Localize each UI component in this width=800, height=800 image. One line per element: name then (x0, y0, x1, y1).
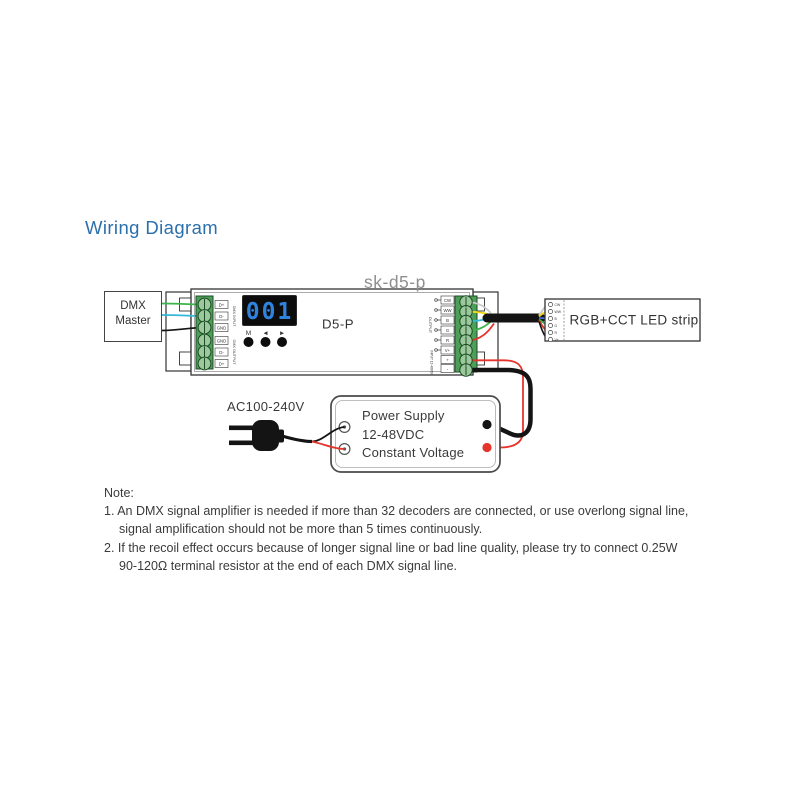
terminal-label: D- (219, 313, 224, 319)
button-left-label: ◀ (263, 331, 268, 337)
led-strip (545, 299, 700, 342)
output-group-label: OUTPUT (428, 316, 433, 334)
note-1-line-2: signal amplification should not be more than 5 times continuously. (119, 522, 483, 537)
left-button (261, 337, 271, 347)
plug-body (252, 420, 279, 451)
dmx-master-label-line2: Master (115, 315, 151, 327)
note-1-line-1: 1. An DMX signal amplifier is needed if more than 32 decoders are connected, or use overlong signal line, (104, 504, 689, 519)
terminal-label: D+ (218, 302, 225, 308)
psu-label-line3: Constant Voltage (362, 445, 465, 461)
strip-pad (548, 323, 552, 327)
psu-label-line2: 12-48VDC (362, 426, 425, 442)
dmx-master-label-line1: DMX (120, 300, 146, 312)
psu-label (362, 407, 464, 463)
output-terminal-label: R (445, 337, 450, 343)
strip-pad-label: R (554, 330, 557, 335)
output-screw-terminals (460, 296, 472, 376)
plug-cord (282, 436, 312, 442)
terminal-label: D+ (218, 361, 225, 367)
output-terminal-label: WW (443, 307, 452, 313)
page-title: Wiring Diagram (85, 217, 219, 238)
strip-pad-label: V+ (554, 337, 559, 342)
plug-neck (277, 430, 284, 443)
dmx-input-group-label: DMX INPUT (232, 305, 236, 327)
dmx-output-group-label: DMX OUTPUT (232, 339, 236, 365)
button-menu-label: M (245, 330, 252, 337)
psu-label-line1: Power Supply (362, 408, 445, 423)
output-terminal-label: G (445, 327, 450, 333)
display-value: 001 (245, 299, 294, 325)
input-terminal-label: + (446, 357, 449, 363)
terminal-label: GND (216, 325, 227, 331)
right-button (277, 337, 287, 347)
strip-pad-label: B (554, 316, 557, 321)
dmx-master-box (104, 291, 162, 342)
button-right-label: ▶ (280, 331, 284, 337)
strip-pad-label: WW (554, 309, 561, 314)
output-terminal-label: CW (443, 297, 452, 303)
model-label: D5-P (321, 316, 355, 332)
note-heading: Note: (104, 486, 134, 500)
ac-plug (229, 420, 345, 451)
strip-pad (548, 302, 552, 306)
terminal-label: D- (219, 349, 224, 355)
psu-vplus-terminal (482, 443, 491, 452)
strip-pad (548, 337, 552, 341)
notes-section (104, 484, 714, 575)
output-terminal-label: V+ (444, 347, 451, 353)
plug-prong-top (229, 426, 253, 431)
led-strip-label: RGB+CCT LED strip (569, 312, 699, 328)
plug-prong-bottom (229, 441, 253, 446)
menu-button (244, 337, 254, 347)
terminal-label: GND (216, 338, 227, 344)
strip-pad-label: CW (554, 302, 561, 307)
ac-voltage-label: AC100-240V (227, 399, 305, 414)
note-2-line-2: 90-120Ω terminal resistor at the end of each DMX signal line. (119, 558, 457, 573)
strip-pad-label: G (554, 323, 558, 328)
strip-pad (548, 316, 552, 320)
psu-vminus-terminal (482, 420, 491, 429)
output-terminal-label: B (446, 317, 449, 323)
input-group-label: INPUT 12-48VDC (429, 350, 434, 376)
strip-pad (548, 309, 552, 313)
watermark: sk-d5-p (364, 272, 426, 292)
strip-pad (548, 330, 552, 334)
decoder-left-ear-notch-bottom (180, 352, 192, 365)
input-terminal-label: - (446, 366, 449, 372)
note-2-line-1: 2. If the recoil effect occurs because of longer signal line or bad line quality, please try to connect 0.25W (104, 540, 678, 555)
